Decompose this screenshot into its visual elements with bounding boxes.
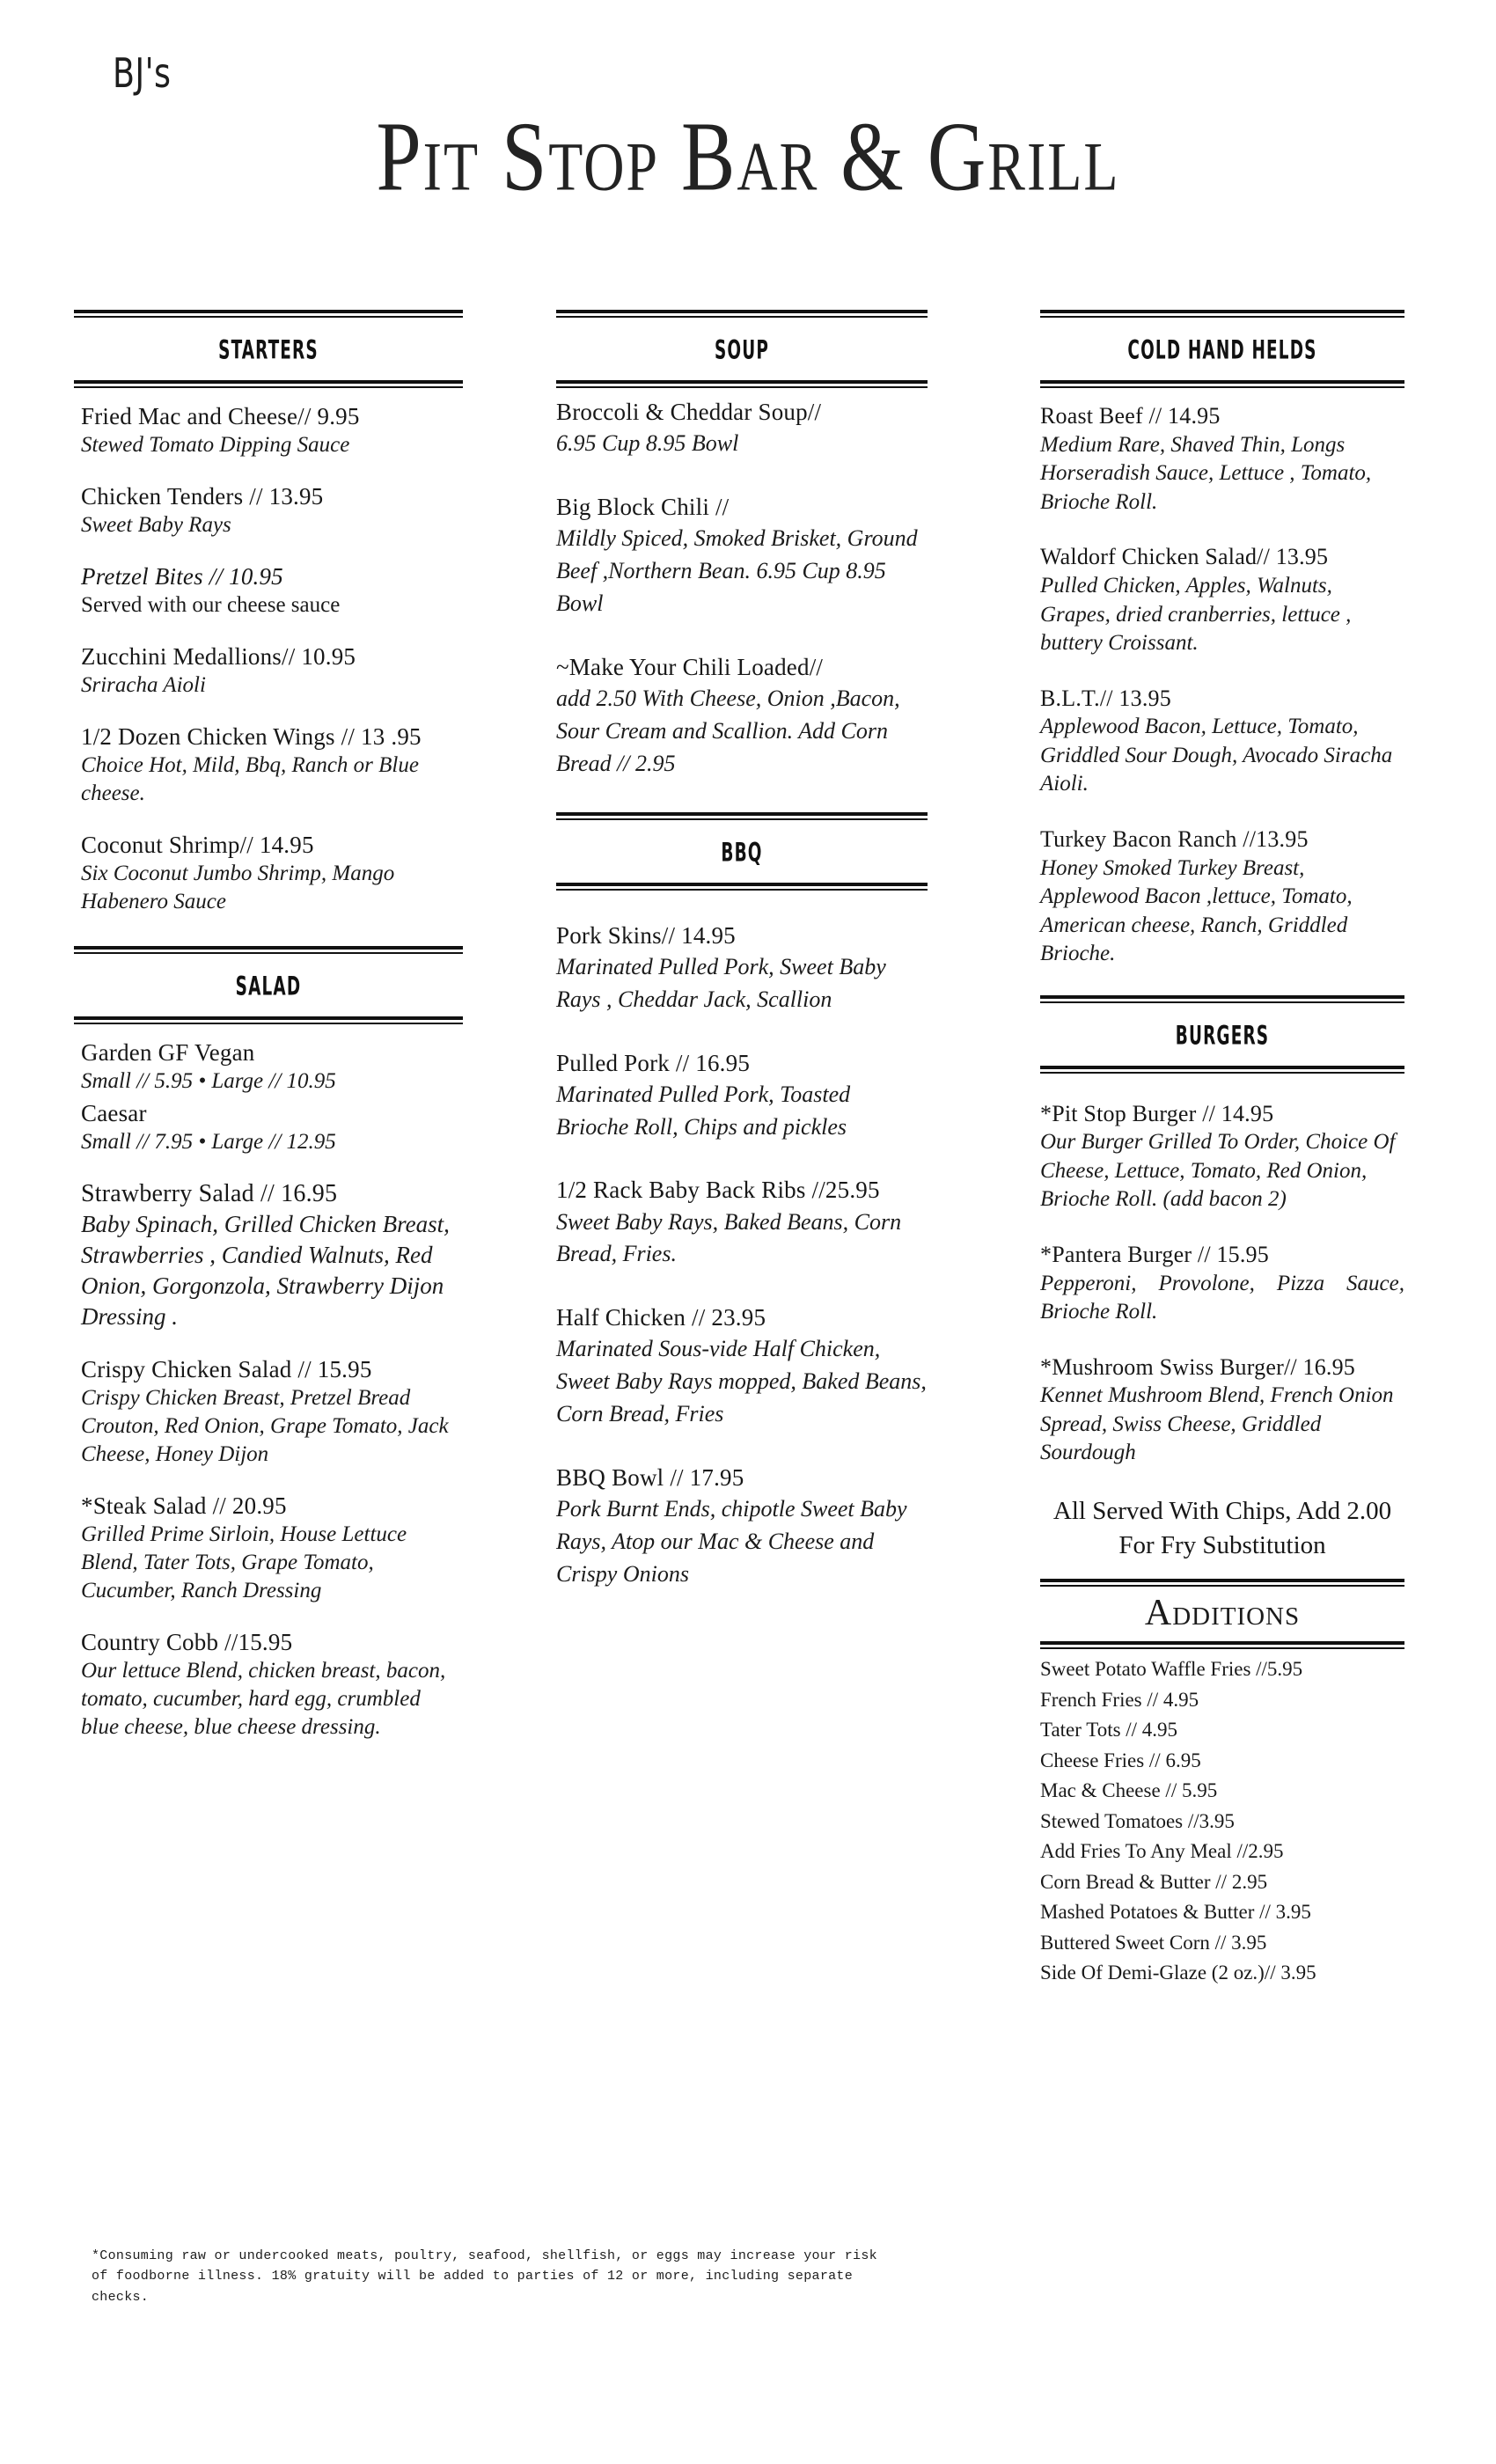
menu-item: [1040, 1241, 1404, 1327]
section-heading-soup: SOUP: [714, 334, 770, 365]
item-name: B.L.T.// 13.95: [1040, 685, 1171, 711]
menu-item: [556, 1175, 928, 1271]
section-salad: [74, 946, 463, 1742]
item-name: Roast Beef // 14.95: [1040, 403, 1221, 429]
item-description: Small // 5.95 • Large // 10.95: [81, 1068, 336, 1093]
item-name: Chicken Tenders // 13.95: [81, 482, 324, 510]
list-item: Side Of Demi-Glaze (2 oz.)// 3.95: [1040, 1962, 1316, 1984]
item-name: 1/2 Dozen Chicken Wings // 13 .95: [81, 722, 422, 750]
section-heading-bbq: BBQ: [721, 837, 763, 868]
item-name: ~Make Your Chili Loaded//: [556, 653, 824, 680]
item-name: Turkey Bacon Ranch //13.95: [1040, 825, 1309, 852]
rule-top: [1040, 1579, 1404, 1587]
item-description: Applewood Bacon, Lettuce, Tomato, Griddled Sour Dough, Avocado Siracha Aioli.: [1040, 715, 1393, 796]
section-heading-cold-hand-helds: COLD HAND HELDS: [1127, 334, 1317, 365]
section-bbq: [556, 812, 928, 1591]
item-description: add 2.50 With Cheese, Onion ,Bacon, Sour Cream and Scallion. Add Corn Bread // 2.95: [556, 685, 900, 776]
menu-item: [556, 920, 928, 1016]
soup-items: [556, 388, 928, 781]
section-burgers: [1040, 995, 1404, 1564]
bbq-items: [556, 891, 928, 1591]
item-description: Sweet Baby Rays, Baked Beans, Corn Bread, Fries.: [556, 1208, 902, 1267]
list-item: Add Fries To Any Meal //2.95: [1040, 1840, 1284, 1863]
masthead: [0, 0, 1496, 211]
item-name: Fried Mac and Cheese// 9.95: [81, 403, 360, 429]
item-description: Six Coconut Jumbo Shrimp, Mango Habenero Sauce: [81, 861, 395, 913]
list-item: Sweet Potato Waffle Fries //5.95: [1040, 1658, 1303, 1681]
menu-item: [556, 652, 928, 781]
item-description: Marinated Pulled Pork, Sweet Baby Rays , Cheddar Jack, Scallion: [556, 953, 886, 1012]
list-item: Mashed Potatoes & Butter // 3.95: [1040, 1901, 1311, 1924]
legal-disclaimer: *Consuming raw or undercooked meats, poultry, seafood, shellfish, or eggs may increase your risk of foodborne illness. 18% gratuity will be added to parties of 12 or more, including separate checks.: [92, 2248, 877, 2305]
menu-item: [81, 402, 463, 459]
additions-list: [1040, 1649, 1404, 1989]
item-name: BBQ Bowl // 17.95: [556, 1464, 744, 1492]
item-name: Half Chicken // 23.95: [556, 1304, 766, 1331]
item-description: Pork Burnt Ends, chipotle Sweet Baby Rays, Atop our Mac & Cheese and Crispy Onions: [556, 1496, 907, 1588]
section-heading-additions: Additions: [1144, 1593, 1301, 1634]
menu-item: [81, 1628, 463, 1742]
menu-item: [556, 397, 928, 460]
menu-item: [1040, 685, 1404, 799]
item-name: *Pit Stop Burger // 14.95: [1040, 1100, 1274, 1126]
item-name: *Mushroom Swiss Burger// 16.95: [1040, 1353, 1355, 1380]
list-item: Cheese Fries // 6.95: [1040, 1749, 1201, 1771]
list-item: Mac & Cheese // 5.95: [1040, 1779, 1218, 1802]
list-item: Buttered Sweet Corn // 3.95: [1040, 1931, 1267, 1954]
salad-items: [74, 1024, 463, 1742]
item-description: Our lettuce Blend, chicken breast, bacon, tomato, cucumber, hard egg, crumbled blue cheese, blue cheese dressing.: [81, 1658, 446, 1739]
item-name: Coconut Shrimp// 14.95: [81, 831, 314, 858]
section-heading-starters: STARTERS: [218, 334, 319, 365]
item-description: Pulled Chicken, Apples, Walnuts, Grapes, dried cranberries, lettuce , buttery Croissant.: [1040, 574, 1352, 655]
menu-item: [556, 1302, 928, 1431]
item-description: Crispy Chicken Breast, Pretzel Bread Crouton, Red Onion, Grape Tomato, Jack Cheese, Honey Dijon: [81, 1385, 449, 1466]
item-name: *Steak Salad // 20.95: [81, 1492, 287, 1519]
menu-item: [1040, 402, 1404, 517]
item-description: Medium Rare, Shaved Thin, Longs Horseradish Sauce, Lettuce , Tomato, Brioche Roll.: [1040, 432, 1372, 514]
section-starters: [74, 310, 463, 916]
item-description: Served with our cheese sauce: [81, 592, 341, 617]
item-description: 6.95 Cup 8.95 Bowl: [556, 430, 739, 457]
item-description: Mildly Spiced, Smoked Brisket, Ground Beef ,Northern Bean. 6.95 Cup 8.95 Bowl: [556, 525, 918, 616]
section-soup: [556, 310, 928, 781]
item-name: Pork Skins// 14.95: [556, 921, 736, 949]
list-item: Stewed Tomatoes //3.95: [1040, 1809, 1235, 1832]
menu-item: [81, 1492, 463, 1605]
menu-item: [81, 562, 463, 620]
cold-hand-helds-items: [1040, 388, 1404, 969]
list-item: French Fries // 4.95: [1040, 1688, 1199, 1711]
burgers-items: [1040, 1074, 1404, 1468]
item-name: Pretzel Bites // 10.95: [81, 562, 283, 590]
menu-item: [1040, 1353, 1404, 1468]
menu-item: [81, 482, 463, 539]
item-name: Strawberry Salad // 16.95: [81, 1179, 338, 1207]
item-description: Our Burger Grilled To Order, Choice Of Cheese, Lettuce, Tomato, Red Onion, Brioche Roll. (add bacon 2): [1040, 1130, 1396, 1212]
item-name: Country Cobb //15.95: [81, 1628, 293, 1655]
menu-item: [81, 1179, 463, 1333]
item-name: Waldorf Chicken Salad// 13.95: [1040, 544, 1329, 570]
menu-columns: [0, 310, 1496, 1989]
item-description: Sweet Baby Rays: [81, 512, 231, 537]
menu-item: [81, 642, 463, 700]
page-title: Pit Stop Bar & Grill: [376, 101, 1120, 211]
menu-item: [1040, 825, 1404, 969]
menu-item: [1040, 543, 1404, 657]
menu-item: [81, 1099, 463, 1156]
menu-item: [556, 1048, 928, 1144]
column-middle: [475, 310, 942, 1623]
menu-item: [81, 1038, 463, 1096]
starters-items: [74, 388, 463, 916]
item-name: Crispy Chicken Salad // 15.95: [81, 1356, 372, 1383]
list-item: Corn Bread & Butter // 2.95: [1040, 1870, 1268, 1893]
served-note: All Served With Chips, Add 2.00 For Fry Substitution: [1052, 1496, 1392, 1559]
item-description: Choice Hot, Mild, Bbq, Ranch or Blue cheese.: [81, 752, 419, 805]
item-name: Garden GF Vegan: [81, 1038, 255, 1066]
item-description: Sriracha Aioli: [81, 672, 206, 697]
section-cold-hand-helds: [1040, 310, 1404, 969]
menu-item: [81, 1355, 463, 1469]
menu-item: [81, 831, 463, 916]
item-name: Broccoli & Cheddar Soup//: [556, 399, 822, 425]
item-description: Small // 7.95 • Large // 12.95: [81, 1129, 336, 1154]
brand-name: BJ's: [113, 49, 172, 97]
menu-item: [556, 1463, 928, 1591]
column-right: [942, 310, 1496, 1989]
item-description: Marinated Sous-vide Half Chicken, Sweet Baby Rays mopped, Baked Beans, Corn Bread, Fries: [556, 1336, 927, 1427]
item-description: Stewed Tomato Dipping Sauce: [81, 432, 350, 457]
column-left: [0, 310, 475, 1764]
section-heading-salad: SALAD: [235, 971, 302, 1001]
item-name: Caesar: [81, 1099, 147, 1126]
item-description: Baby Spinach, Grilled Chicken Breast, Strawberries , Candied Walnuts, Red Onion, Gorgonzola, Strawberry Dijon Dressing .: [81, 1210, 450, 1330]
rule-bottom: [1040, 1641, 1404, 1649]
menu-item: [1040, 1100, 1404, 1214]
item-name: *Pantera Burger // 15.95: [1040, 1241, 1269, 1267]
item-description: Honey Smoked Turkey Breast, Applewood Bacon ,lettuce, Tomato, American cheese, Ranch, Griddled Brioche.: [1040, 855, 1353, 965]
item-description: Marinated Pulled Pork, Toasted Brioche Roll, Chips and pickles: [556, 1081, 851, 1140]
item-description: Pepperoni, Provolone, Pizza Sauce, Brioche Roll.: [1040, 1271, 1404, 1324]
item-name: Pulled Pork // 16.95: [556, 1049, 751, 1076]
list-item: Tater Tots // 4.95: [1040, 1719, 1178, 1742]
item-name: Zucchini Medallions// 10.95: [81, 642, 356, 670]
item-description: Kennet Mushroom Blend, French Onion Spread, Swiss Cheese, Griddled Sourdough: [1040, 1383, 1394, 1465]
item-name: Big Block Chili //: [556, 494, 730, 520]
section-additions: [1040, 1579, 1404, 1989]
menu-item: [556, 492, 928, 620]
item-name: 1/2 Rack Baby Back Ribs //25.95: [556, 1177, 880, 1204]
menu-item: [81, 722, 463, 808]
item-description: Grilled Prime Sirloin, House Lettuce Blend, Tater Tots, Grape Tomato, Cucumber, Ranch Dressing: [81, 1522, 407, 1602]
section-heading-burgers: BURGERS: [1175, 1020, 1270, 1050]
